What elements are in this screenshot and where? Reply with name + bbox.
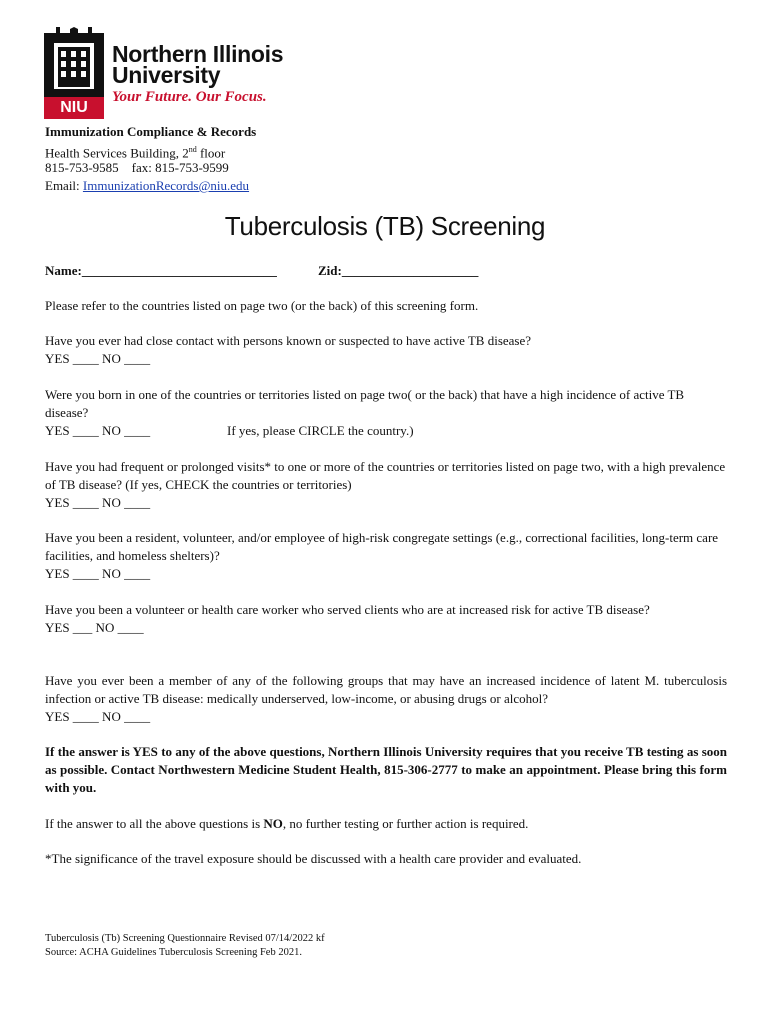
- question-text: Have you been a volunteer or health care worker who served clients who are at increased risk for active TB disease?: [45, 602, 650, 617]
- yes-no-answer[interactable]: YES ____ NO ____: [45, 423, 151, 438]
- office-email: [45, 177, 249, 195]
- question-3: [45, 458, 730, 512]
- university-tagline: Your Future. Our Focus.: [112, 89, 267, 105]
- question-text: Have you had frequent or prolonged visits* to one or more of the countries or territories listed on page two, with a high prevalence of TB disease? (If yes, CHECK the countries or territories): [45, 459, 726, 492]
- intro-text: Please refer to the countries listed on page two (or the back) of this screening form.: [45, 298, 479, 313]
- email-label: Email:: [45, 178, 83, 193]
- question-text: Have you ever had close contact with persons known or suspected to have active TB disease?: [45, 333, 532, 348]
- travel-exposure-note: *The significance of the travel exposure should be discussed with a health care provider and evaluated.: [45, 851, 582, 866]
- footer: [45, 932, 325, 960]
- question-text: Have you ever been a member of any of the following groups that may have an increased incidence of latent M. tuberculosis infection or active TB disease: medically underserved, low-income, or abusing drugs or alcohol?: [45, 673, 727, 706]
- form-title: Tuberculosis (TB) Screening: [224, 211, 546, 241]
- name-field[interactable]: Name:______________________________: [45, 263, 277, 278]
- circle-country-note: If yes, please CIRCLE the country.): [227, 423, 414, 438]
- yes-no-answer[interactable]: YES ____ NO ____: [45, 566, 151, 581]
- testing-requirement-notice: If the answer is YES to any of the above questions, Northern Illinois University requires that you receive TB testing as soon as possible. Contact Northwestern Medicine Student Health, 815-306-2777 to make an appointment. Please bring this form with you.: [45, 744, 727, 795]
- yes-no-answer[interactable]: YES ___ NO ____: [45, 620, 144, 635]
- university-name-line1: Northern Illinois: [112, 41, 284, 67]
- yes-no-answer[interactable]: YES ____ NO ____: [45, 709, 151, 724]
- office-name: Immunization Compliance & Records: [45, 124, 257, 139]
- logo-niu-text: NIU: [60, 99, 88, 116]
- no-emphasis: NO: [263, 816, 283, 831]
- address-text-end: floor: [196, 145, 226, 161]
- university-name-line2: University: [112, 62, 221, 88]
- answer-row: [45, 422, 730, 440]
- niu-logo: [44, 27, 104, 119]
- yes-no-answer[interactable]: YES ____ NO ____: [45, 351, 151, 366]
- address-superscript: nd: [188, 145, 197, 154]
- zid-field[interactable]: Zid:_____________________: [318, 263, 479, 278]
- footer-source: Source: ACHA Guidelines Tuberculosis Screening Feb 2021.: [45, 947, 302, 958]
- question-2: [45, 386, 730, 440]
- email-link[interactable]: ImmunizationRecords@niu.edu: [82, 178, 250, 193]
- question-5: [45, 601, 726, 637]
- address-text: Health Services Building, 2: [45, 145, 189, 161]
- no-note-text-end: , no further testing or further action is required.: [282, 816, 529, 831]
- no-note-text: If the answer to all the above questions is: [45, 816, 264, 831]
- footer-revision: Tuberculosis (Tb) Screening Questionnaire Revised 07/14/2022 kf: [45, 933, 325, 944]
- no-further-action-note: [45, 815, 730, 833]
- yes-no-answer[interactable]: YES ____ NO ____: [45, 495, 151, 510]
- question-6: [45, 672, 727, 726]
- office-phone-fax: 815-753-9585 fax: 815-753-9599: [45, 160, 229, 175]
- question-text: Have you been a resident, volunteer, and/or employee of high-risk congregate settings (e.g., correctional facilities, long-term care facilities, and homeless shelters)?: [45, 530, 719, 563]
- question-1: [45, 332, 730, 368]
- question-4: [45, 529, 735, 583]
- question-text: Were you born in one of the countries or territories listed on page two( or the back) that have a high incidence of active TB disease?: [45, 387, 685, 420]
